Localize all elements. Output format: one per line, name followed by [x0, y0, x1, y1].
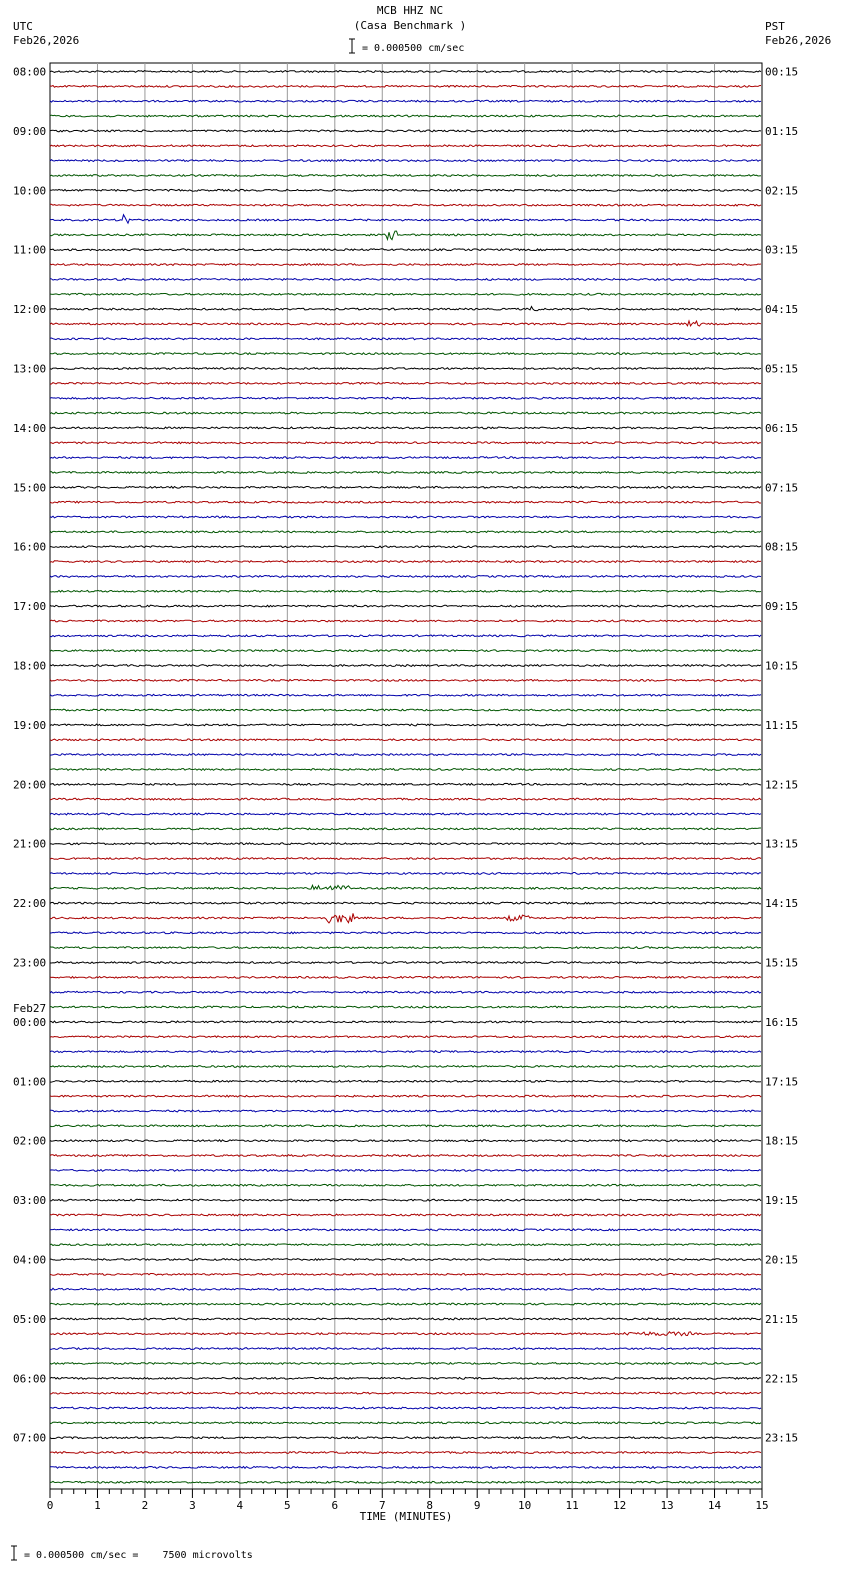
pst-hour-label: 07:15: [765, 481, 799, 495]
x-tick-label: 15: [755, 1499, 769, 1512]
x-tick-label: 4: [236, 1499, 244, 1512]
trace-line: [50, 368, 761, 370]
utc-hour-label: 18:00: [13, 659, 47, 673]
trace-line: [50, 1274, 761, 1276]
x-tick-label: 14: [707, 1499, 722, 1512]
trace-line: [50, 516, 761, 518]
trace-line: [50, 1392, 761, 1394]
trace-line: [50, 353, 761, 355]
trace-line: [50, 1422, 761, 1424]
trace-line: [50, 1170, 761, 1172]
utc-hour-label: 21:00: [13, 837, 47, 851]
pst-hour-label: 23:15: [765, 1431, 799, 1445]
site-subtitle: (Casa Benchmark ): [353, 19, 467, 32]
trace-line: [50, 843, 761, 845]
pst-hour-label: 05:15: [765, 362, 799, 376]
utc-hour-label: 09:00: [13, 124, 47, 138]
trace-line: [50, 694, 761, 696]
trace-line: [50, 145, 761, 147]
utc-hour-label: 03:00: [13, 1194, 47, 1208]
trace-line: [50, 1051, 761, 1053]
trace-line: [50, 427, 761, 429]
x-tick-label: 7: [378, 1499, 386, 1512]
trace-line: [50, 215, 761, 224]
x-tick-label: 8: [426, 1499, 434, 1512]
pst-hour-label: 20:15: [765, 1253, 799, 1267]
trace-line: [50, 130, 761, 132]
trace-line: [50, 397, 761, 399]
trace-line: [50, 913, 761, 923]
pst-hour-label: 21:15: [765, 1312, 799, 1326]
trace-line: [50, 472, 761, 474]
trace-line: [50, 115, 761, 117]
trace-line: [50, 1259, 761, 1261]
utc-hour-label: 15:00: [13, 481, 47, 495]
utc-hour-label: 13:00: [13, 362, 47, 376]
utc-hour-label: 16:00: [13, 540, 47, 554]
trace-line: [50, 264, 761, 266]
trace-line: [50, 1125, 761, 1127]
trace-line: [50, 1080, 761, 1082]
pst-hour-labels: [765, 66, 798, 1445]
trace-line: [50, 1407, 761, 1409]
trace-line: [50, 1036, 761, 1038]
pst-hour-label: 16:15: [765, 1015, 799, 1029]
trace-line: [50, 1155, 761, 1157]
trace-line: [50, 1095, 761, 1097]
trace-line: [50, 86, 761, 88]
utc-date: Feb26,2026: [13, 34, 80, 47]
pst-label: PST: [765, 20, 785, 33]
trace-line: [50, 1363, 761, 1365]
trace-line: [50, 457, 761, 459]
pst-hour-label: 18:15: [765, 1134, 799, 1148]
trace-line: [50, 1467, 761, 1469]
trace-line: [50, 885, 761, 889]
trace-line: [50, 724, 761, 726]
utc-hour-label: 07:00: [13, 1431, 47, 1445]
trace-line: [50, 932, 761, 934]
trace-line: [50, 71, 761, 73]
trace-line: [50, 1199, 761, 1201]
station-title: MCB HHZ NC: [376, 4, 444, 17]
trace-line: [50, 1303, 761, 1305]
trace-line: [50, 873, 761, 875]
pst-hour-label: 17:15: [765, 1075, 799, 1089]
x-tick-label: 5: [284, 1499, 291, 1512]
pst-hour-label: 11:15: [765, 718, 799, 732]
utc-hour-label: 04:00: [13, 1253, 47, 1267]
trace-line: [50, 1140, 761, 1142]
utc-hour-label: 01:00: [13, 1075, 47, 1089]
utc-hour-label: 14:00: [13, 421, 47, 435]
trace-line: [50, 798, 761, 800]
pst-hour-label: 15:15: [765, 956, 799, 970]
x-tick-label: 9: [473, 1499, 481, 1512]
pst-hour-label: 12:15: [765, 778, 799, 792]
pst-hour-label: 09:15: [765, 600, 799, 614]
trace-line: [50, 1288, 761, 1290]
pst-date: Feb26,2026: [765, 34, 832, 47]
trace-line: [50, 189, 761, 191]
utc-hour-label: 19:00: [13, 718, 47, 732]
trace-line: [50, 1006, 761, 1008]
trace-line: [50, 100, 761, 102]
trace-line: [50, 231, 761, 240]
utc-hour-label: 22:00: [13, 897, 47, 911]
trace-line: [50, 307, 761, 311]
pst-hour-label: 22:15: [765, 1372, 799, 1386]
utc-hour-label: 12:00: [13, 303, 47, 317]
trace-line: [50, 1244, 761, 1246]
pst-hour-label: 13:15: [765, 837, 799, 851]
trace-line: [50, 1481, 761, 1483]
x-tick-label: 12: [612, 1499, 627, 1512]
trace-line: [50, 204, 761, 206]
x-axis: [47, 1489, 769, 1523]
trace-line: [50, 1021, 761, 1023]
pst-hour-label: 08:15: [765, 540, 799, 554]
pst-hour-label: 14:15: [765, 897, 799, 911]
trace-line: [50, 1437, 761, 1439]
trace-line: [50, 1066, 761, 1068]
trace-line: [50, 828, 761, 830]
scale-bar-label: = 0.000500 cm/sec: [362, 43, 465, 54]
utc-hour-label: 08:00: [13, 65, 47, 79]
trace-line: [50, 175, 761, 177]
trace-line: [50, 1184, 761, 1186]
utc-hour-label: 10:00: [13, 184, 47, 198]
trace-line: [50, 279, 761, 281]
utc-hour-label: 20:00: [13, 778, 47, 792]
pst-hour-label: 02:15: [765, 184, 799, 198]
pst-hour-label: 04:15: [765, 303, 799, 317]
trace-line: [50, 991, 761, 993]
x-tick-label: 10: [518, 1499, 532, 1512]
utc-hour-label: 02:00: [13, 1134, 47, 1148]
x-tick-label: 2: [141, 1499, 149, 1512]
trace-line: [50, 783, 761, 785]
trace-line: [50, 620, 761, 622]
x-tick-label: 3: [189, 1499, 196, 1512]
trace-line: [50, 605, 761, 607]
utc-hour-label: 23:00: [13, 956, 47, 970]
trace-line: [50, 650, 761, 652]
x-axis-title: TIME (MINUTES): [359, 1510, 453, 1523]
trace-line: [50, 754, 761, 756]
trace-line: [50, 977, 761, 979]
trace-line: [50, 576, 761, 578]
utc-hour-label: 06:00: [13, 1372, 47, 1386]
trace-line: [50, 561, 761, 563]
trace-line: [50, 590, 761, 592]
trace-line: [50, 1332, 761, 1336]
x-tick-label: 11: [565, 1499, 579, 1512]
pst-hour-label: 00:15: [765, 65, 799, 79]
trace-line: [50, 858, 761, 860]
trace-line: [50, 321, 761, 326]
x-tick-label: 6: [331, 1499, 339, 1512]
trace-line: [50, 412, 761, 414]
trace-line: [50, 1348, 761, 1350]
trace-line: [50, 962, 761, 964]
trace-line: [50, 1214, 761, 1216]
trace-line: [50, 635, 761, 637]
trace-line: [50, 293, 761, 295]
pst-hour-label: 10:15: [765, 659, 799, 673]
trace-line: [50, 947, 761, 949]
trace-line: [50, 1318, 761, 1320]
x-tick-label: 13: [660, 1499, 674, 1512]
trace-line: [50, 1377, 761, 1379]
trace-line: [50, 442, 761, 444]
utc-hour-label: 05:00: [13, 1312, 47, 1326]
trace-line: [50, 383, 761, 385]
trace-line: [50, 501, 761, 503]
pst-hour-label: 01:15: [765, 124, 799, 138]
trace-line: [50, 160, 761, 162]
pst-hour-label: 03:15: [765, 243, 799, 257]
pst-hour-label: 19:15: [765, 1194, 799, 1208]
trace-line: [50, 249, 761, 251]
footer-scale-note: = 0.000500 cm/sec = 7500 microvolts: [24, 1550, 253, 1561]
trace-line: [50, 665, 761, 667]
x-tick-label: 0: [46, 1499, 54, 1512]
trace-line: [50, 338, 761, 340]
pst-hour-label: 06:15: [765, 421, 799, 435]
seismic-traces: [50, 71, 761, 1484]
trace-line: [50, 1110, 761, 1112]
trace-line: [50, 769, 761, 771]
trace-line: [50, 813, 761, 815]
trace-line: [50, 486, 761, 488]
date-change-label: Feb27: [13, 1001, 47, 1015]
trace-line: [50, 531, 761, 533]
trace-line: [50, 1229, 761, 1231]
utc-hour-label: 11:00: [13, 243, 47, 257]
trace-line: [50, 709, 761, 711]
trace-line: [50, 1452, 761, 1454]
utc-hour-label: 00:00: [13, 1015, 47, 1029]
trace-line: [50, 546, 761, 548]
trace-line: [50, 902, 761, 904]
trace-line: [50, 739, 761, 741]
utc-label: UTC: [13, 20, 33, 33]
x-tick-label: 1: [94, 1499, 101, 1512]
utc-hour-label: 17:00: [13, 600, 47, 614]
trace-line: [50, 680, 761, 682]
utc-hour-labels: [13, 66, 46, 1445]
